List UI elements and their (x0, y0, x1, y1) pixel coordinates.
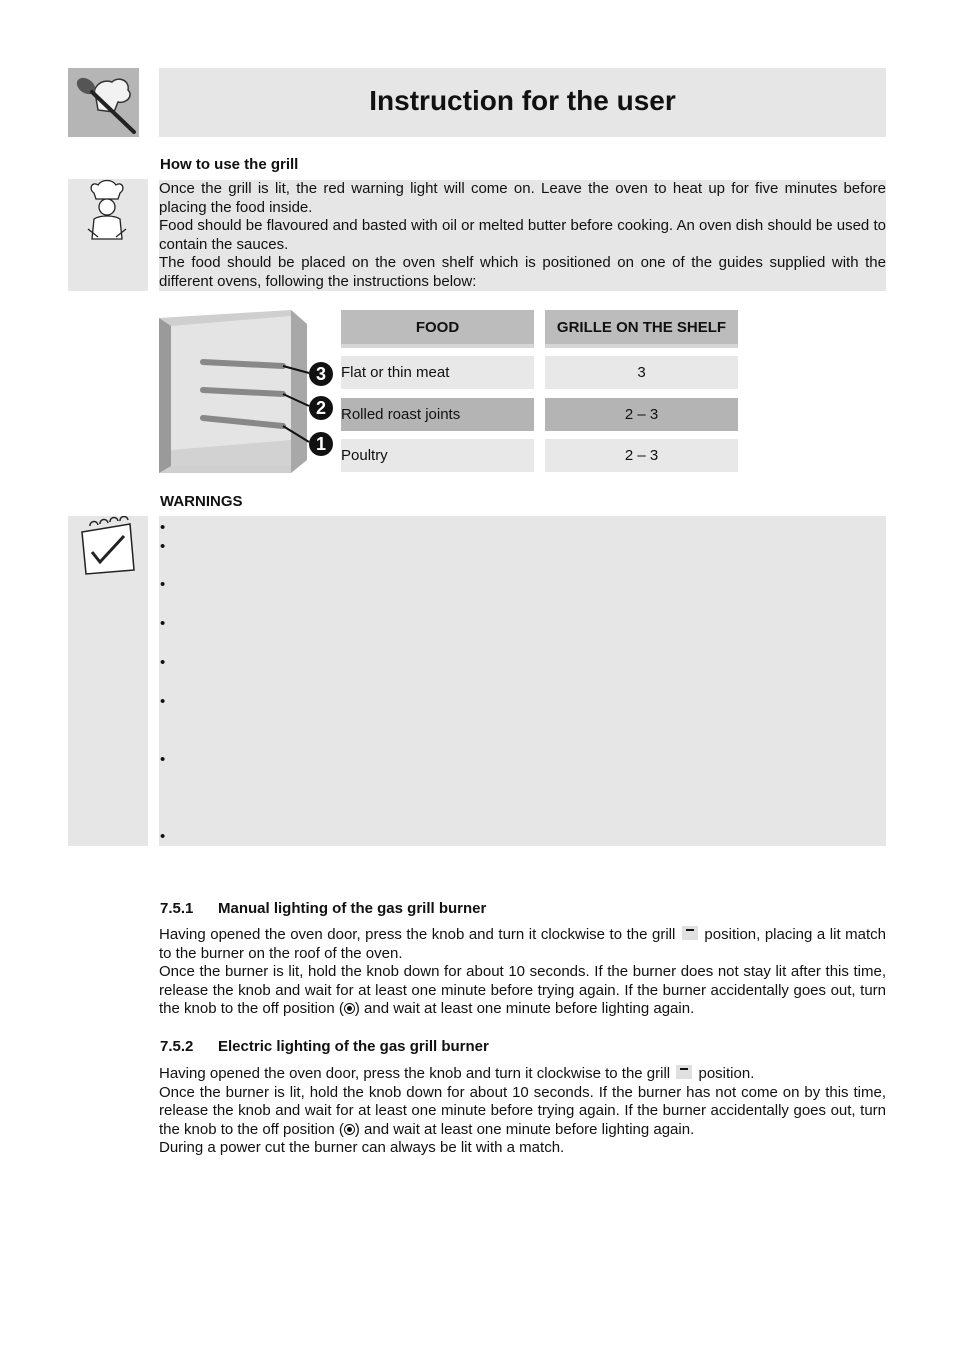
warning-bullet: • (160, 693, 166, 710)
warning-bullet: • (160, 519, 166, 536)
shelf-label-1: 1 (309, 432, 333, 456)
text-run: Having opened the oven door, press the knob and turn it clockwise to the grill (159, 1065, 671, 1082)
section-paragraph (159, 926, 886, 963)
grill-paragraph: Food should be flavoured and basted with oil or melted butter before cooking. An oven dish should be used to contain the sauces. (159, 217, 886, 253)
text-run: Once the burner is lit, hold the knob down for about 10 seconds. If the burner has not come on by this time, release the knob and wait for at least one minute before trying again. If the burner accidentally goes out, turn the knob to the off position ( (159, 1083, 886, 1138)
warnings-box (159, 516, 886, 846)
table-cell-food: Rolled roast joints (341, 398, 534, 431)
page-title: Instruction for the user (369, 85, 676, 116)
table-cell-shelf: 2 – 3 (545, 398, 738, 431)
text-run: ) and wait at least one minute before lighting again. (354, 1000, 695, 1017)
warnings-heading: WARNINGS (160, 493, 243, 510)
warning-bullet: • (160, 751, 166, 768)
shelf-guide-2 (203, 390, 283, 394)
header-bar (159, 68, 886, 137)
warning-bullet: • (160, 654, 166, 671)
section-title: Electric lighting of the gas grill burner (218, 1038, 489, 1055)
shelf-guide-3 (203, 362, 283, 366)
table-header-shelf: GRILLE ON THE SHELF (545, 310, 738, 348)
section-number: 7.5.2 (160, 1038, 194, 1055)
chef-panel (68, 179, 148, 291)
chef-icon (68, 179, 148, 291)
warnings-side-panel (68, 516, 148, 846)
warning-bullet: • (160, 538, 166, 555)
section-paragraph (159, 1084, 886, 1140)
off-position-icon (344, 1124, 355, 1135)
grill-instructions (159, 180, 886, 291)
off-position-icon (344, 1003, 355, 1014)
grill-heading: How to use the grill (160, 156, 299, 173)
grill-paragraph: Once the grill is lit, the red warning light will come on. Leave the oven to heat up for five minutes before placing the food inside. (159, 180, 886, 216)
table-cell-shelf: 3 (545, 356, 738, 389)
text-run: position, placing a lit match to the burner on the roof of the oven. (159, 926, 886, 962)
shelf-label-2: 2 (309, 396, 333, 420)
warning-bullet: • (160, 615, 166, 632)
text-run: Once the burner is lit, hold the knob down for about 10 seconds. If the burner does not stay lit after this time, release the knob and wait for at least one minute before trying again. If the burner accidentally goes out, turn the knob to the off position ( (159, 963, 886, 1017)
section-title: Manual lighting of the gas grill burner (218, 900, 487, 917)
warning-bullet: • (160, 828, 166, 845)
section-number: 7.5.1 (160, 900, 194, 917)
notepad-icon (68, 516, 148, 576)
shelf-label-3: 3 (309, 362, 333, 386)
grill-paragraph: The food should be placed on the oven shelf which is positioned on one of the guides supplied with the different ovens, following the instructions below: (159, 254, 886, 290)
table-header-food: FOOD (341, 310, 534, 348)
section-752-body (159, 1065, 886, 1158)
oven-shelf-illustration (159, 310, 337, 473)
section-paragraph (159, 963, 886, 1019)
text-run: Having opened the oven door, press the knob and turn it clockwise to the grill (159, 926, 676, 943)
section-paragraph (159, 1065, 886, 1084)
text-run: position. (698, 1065, 755, 1082)
table-cell-food: Flat or thin meat (341, 356, 534, 389)
table-cell-food: Poultry (341, 439, 534, 472)
section-751-body (159, 926, 886, 1019)
spoon-hat-icon (68, 68, 139, 137)
chef-spoon-logo (68, 68, 139, 137)
text-run: ) and wait at least one minute before lighting again. (354, 1120, 695, 1138)
table-cell-shelf: 2 – 3 (545, 439, 738, 472)
section-paragraph: During a power cut the burner can always be lit with a match. (159, 1139, 565, 1156)
warning-bullet: • (160, 576, 166, 593)
grill-symbol-icon (682, 926, 698, 940)
grill-symbol-icon (676, 1065, 692, 1079)
